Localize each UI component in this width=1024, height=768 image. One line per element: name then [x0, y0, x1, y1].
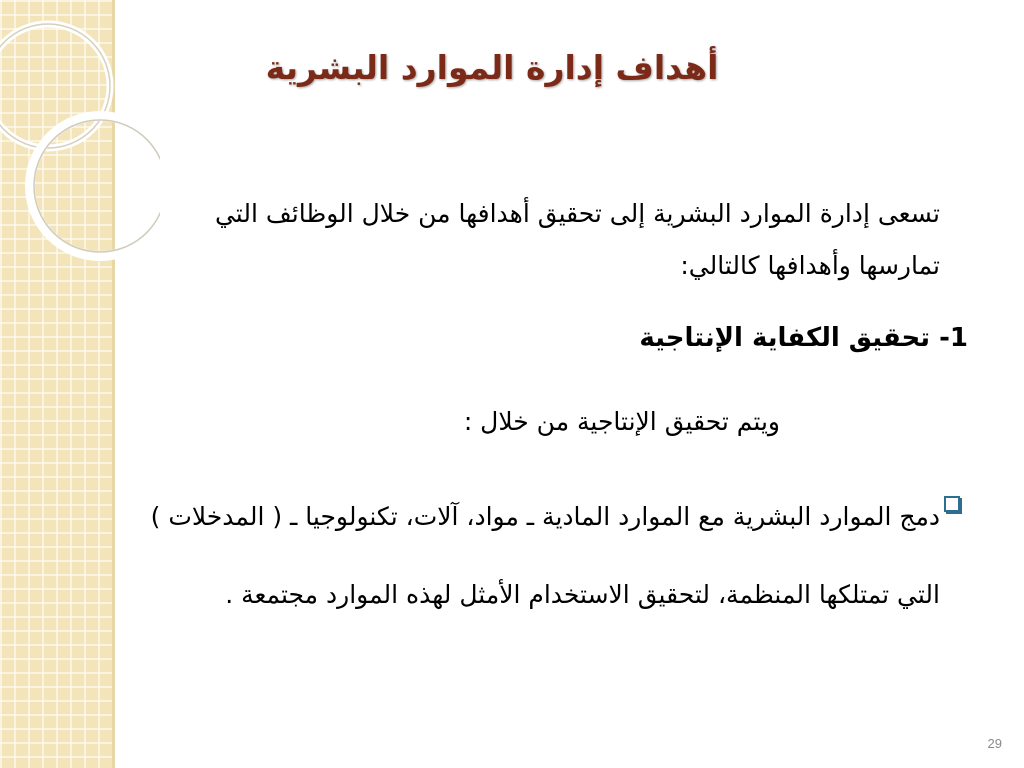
- through-text: ويتم تحقيق الإنتاجية من خلال :: [463, 407, 780, 436]
- intro-paragraph: تسعى إدارة الموارد البشرية إلى تحقيق أهدافها من خلال الوظائف التي تمارسها وأهدافها كالتالي:: [214, 199, 940, 280]
- goal-heading: 1- تحقيق الكفاية الإنتاجية: [639, 323, 968, 353]
- bullet-item: دمج الموارد البشرية مع الموارد المادية ـ مواد، آلات، تكنولوجيا ـ ( المدخلات ) التي تمتلكها المنظمة، لتحقيق الاستخدام الأمثل لهذه الموارد مجتمعة .: [150, 502, 940, 609]
- slide-number: 29: [987, 736, 1002, 751]
- slide-title: أهداف إدارة الموارد البشرية: [265, 48, 719, 87]
- square-bullet-icon: [944, 496, 960, 512]
